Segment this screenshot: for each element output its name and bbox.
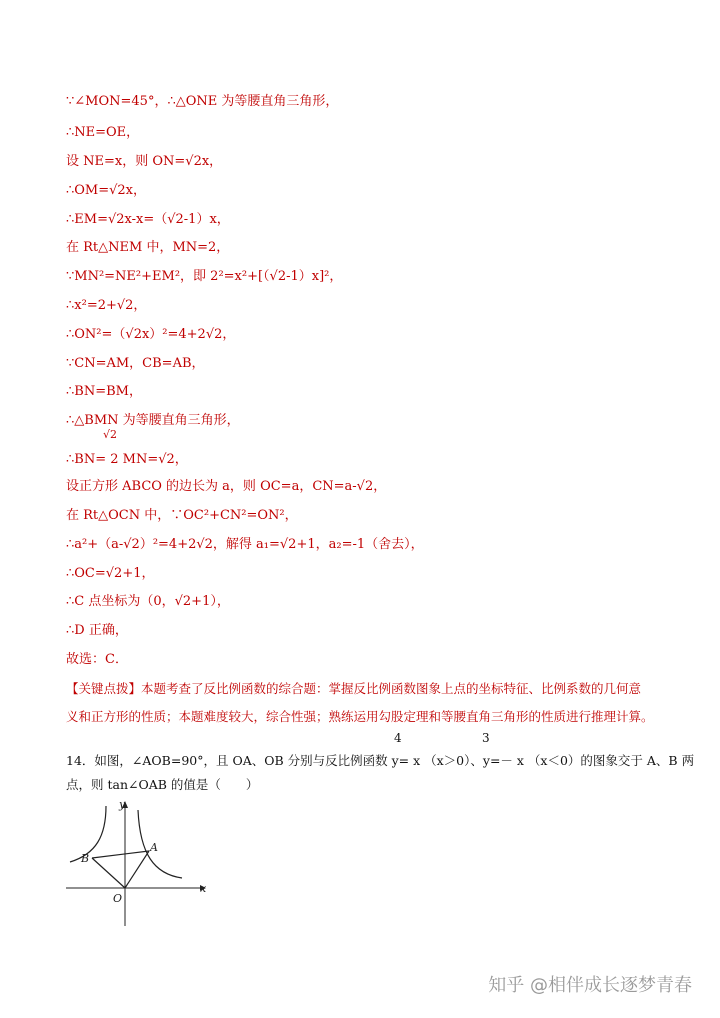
hyperbola-right-branch: [138, 810, 182, 878]
function-graph-figure: [62, 796, 222, 931]
label-y: y: [119, 798, 126, 811]
key-point-line-2: 义和正方形的性质；本题难度较大，综合性强；熟练运用勾股定理和等腰直角三角形的性质进行推理计算。: [66, 709, 654, 724]
solution-line-11: ∴BN=BM，: [66, 384, 142, 399]
bn-radical-superscript: √2: [103, 428, 118, 441]
label-b: B: [81, 852, 90, 865]
solution-line-19: ∴D 正确，: [66, 623, 128, 638]
solution-line-13: ∴BN= 2 MN=√2，: [66, 452, 188, 467]
segment-ob: [92, 858, 125, 888]
label-a: A: [150, 841, 158, 854]
solution-line-5: ∴EM=√2x-x=（√2-1）x，: [66, 212, 230, 227]
solution-line-8: ∴x²=2+√2，: [66, 298, 147, 313]
solution-line-18: ∴C 点坐标为（0，√2+1），: [66, 594, 230, 609]
solution-line-12: ∴△BMN 为等腰直角三角形，: [66, 413, 240, 428]
solution-line-20: 故选：C．: [66, 652, 128, 667]
segment-oa: [125, 851, 149, 888]
solution-line-6: 在 Rt△NEM 中，MN=2，: [66, 240, 230, 255]
solution-line-3: 设 NE=x，则 ON=√2x，: [66, 154, 223, 169]
label-x: x: [200, 882, 207, 895]
solution-line-1: ∵∠MON=45°，∴△ONE 为等腰直角三角形，: [66, 94, 339, 109]
solution-line-9: ∴ON²=（√2x）²=4+2√2，: [66, 327, 236, 342]
fraction-numerator-4: 4: [394, 731, 402, 745]
question-line-1: 14．如图，∠AOB=90°，且 OA、OB 分别与反比例函数 y= x （x＞0）、y=－ x （x＜0）的图象交于 A、B 两: [66, 753, 695, 768]
solution-line-16: ∴a²+（a-√2）²=4+2√2，解得 a₁=√2+1，a₂=-1（舍去），: [66, 537, 424, 552]
segment-ab: [92, 851, 149, 858]
fraction-numerator-3: 3: [482, 731, 490, 745]
watermark: 知乎 @相伴成长逐梦青春: [488, 975, 692, 996]
key-point-line-1: 【关键点拨】本题考查了反比例函数的综合题：掌握反比例函数图象上点的坐标特征、比例系数的几何意: [66, 681, 642, 696]
solution-line-17: ∴OC=√2+1，: [66, 566, 155, 581]
solution-line-2: ∴NE=OE，: [66, 125, 140, 140]
solution-line-10: ∵CN=AM，CB=AB，: [66, 356, 205, 371]
solution-line-14: 设正方形 ABCO 的边长为 a，则 OC=a，CN=a-√2，: [66, 479, 387, 494]
solution-line-7: ∵MN²=NE²+EM²，即 2²=x²+[（√2-1）x]²，: [66, 269, 343, 284]
solution-line-4: ∴OM=√2x，: [66, 183, 147, 198]
label-o: O: [113, 892, 123, 905]
solution-line-15: 在 Rt△OCN 中，∵OC²+CN²=ON²，: [66, 508, 298, 523]
question-line-2: 点，则 tan∠OAB 的值是（ ）: [66, 777, 259, 792]
